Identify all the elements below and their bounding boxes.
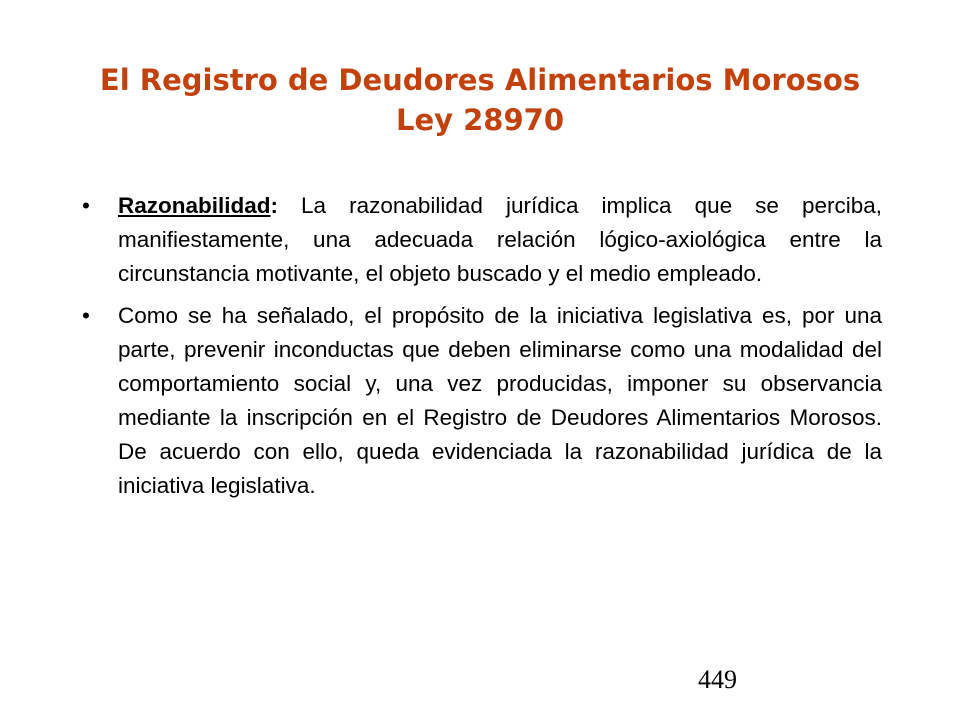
bullet-term-colon: : (270, 193, 279, 218)
bullet-item-razonabilidad (82, 189, 882, 291)
bullet-text: La razonabilidad jurídica implica que se perciba, manifiestamente, una adecuada relación lógico-axiológica entre la circunstancia motivante, el objeto buscado y el medio empleado. (118, 193, 882, 286)
bullet-item-proposito (82, 299, 882, 503)
page-number: 449 (698, 665, 737, 694)
slide-title-line-2: Ley 28970 (395, 103, 565, 137)
bullet-dot-icon: • (82, 303, 90, 328)
slide-title-line-1: El Registro de Deudores Alimentarios Morosos (99, 63, 861, 97)
bullet-term: Razonabilidad (118, 193, 271, 218)
bullet-text: Como se ha señalado, el propósito de la iniciativa legislativa es, por una parte, prevenir inconductas que deben eliminarse como una modalidad del comportamiento social y, una vez producidas, imponer su observancia mediante la inscripción en el Registro de Deudores Alimentarios Morosos. De acuerdo con ello, queda evidenciada la razonabilidad jurídica de la iniciativa legislativa. (118, 303, 882, 498)
slide-title (60, 60, 900, 140)
bullet-dot-icon: • (82, 193, 90, 218)
bullet-list (82, 189, 882, 503)
